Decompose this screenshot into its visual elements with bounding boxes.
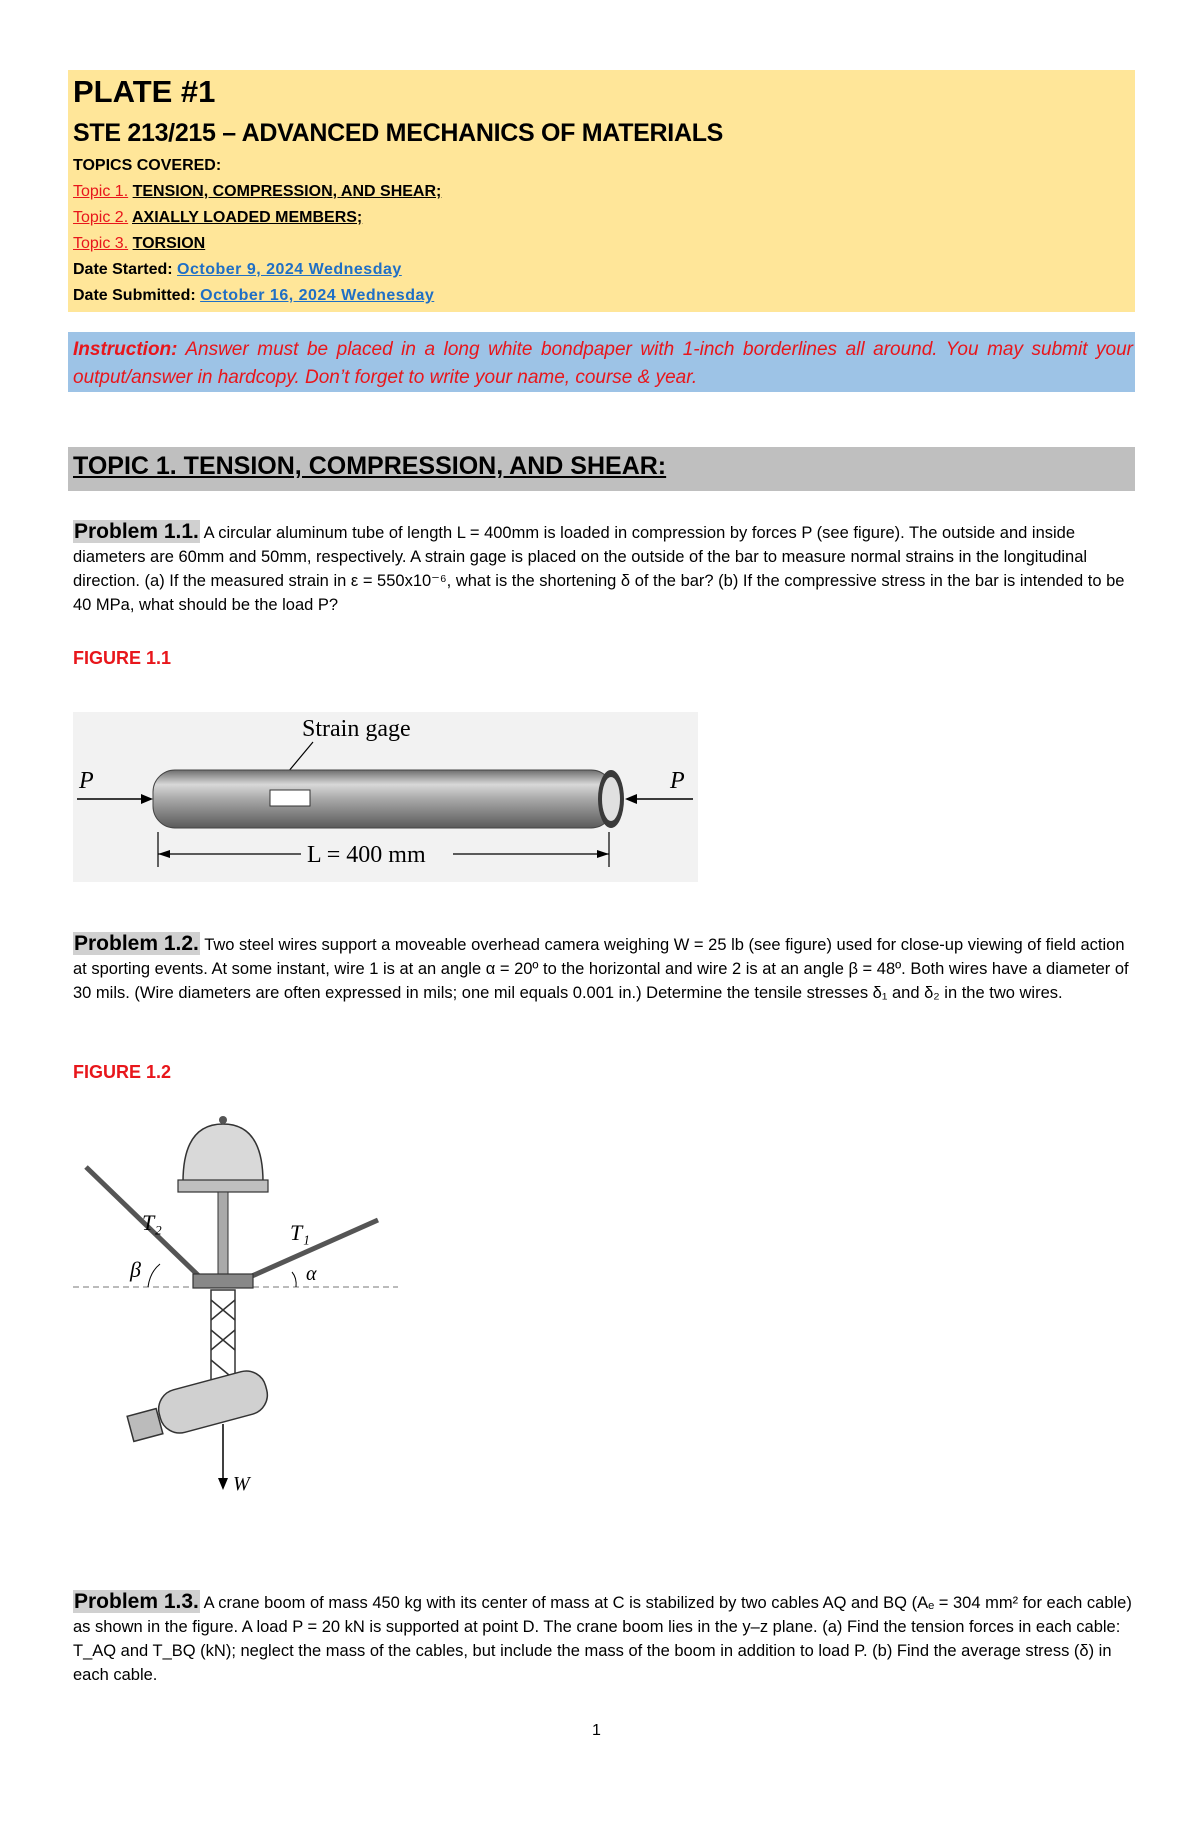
angle-beta-label: β xyxy=(130,1257,141,1282)
course-title: STE 213/215 – ADVANCED MECHANICS OF MATERIALS xyxy=(73,119,724,147)
dome-top xyxy=(219,1116,227,1124)
date-started xyxy=(73,261,402,279)
tension-t1-label: T₁ xyxy=(290,1220,310,1245)
topic-1-title: TOPIC 1. TENSION, COMPRESSION, AND SHEAR: xyxy=(73,452,667,480)
problem-text: A circular aluminum tube of length L = 400mm is loaded in compression by forces P (see figure). The outside and inside diameters are 60mm and 50mm, respectively. A strain gage is placed on the outside of the bar to measure normal strains in the longitudinal direction. (a) If the measured strain in ε = 550x10⁻⁶, what is the shortening δ of the bar? (b) If the compressive stress in the bar is intended to be 40 MPa, what should be the load P? xyxy=(73,524,1125,614)
camera-dome xyxy=(183,1124,263,1182)
plate-title: PLATE #1 xyxy=(73,74,216,109)
date-started-label: Date Started: xyxy=(73,261,173,278)
topic-number: Topic 3. xyxy=(73,235,129,252)
topic-number: Topic 1. xyxy=(73,183,129,200)
topic-number: Topic 2. xyxy=(73,209,129,226)
topic-item-3 xyxy=(73,235,205,253)
length-label: L = 400 mm xyxy=(307,842,426,868)
problem-text: Two steel wires support a moveable overhead camera weighing W = 25 lb (see figure) used for close-up viewing of field action at sporting events. At some instant, wire 1 is at an angle α = 20º to the horizontal and wire 2 is at an angle β = 48º. Both wires have a diameter of 30 mils. (Wire diameters are often expressed in mils; one mil equals 0.001 in.) Determine the tensile stresses δ₁ and δ₂ in the two wires. xyxy=(73,936,1129,1002)
topic-item-2 xyxy=(73,209,362,227)
problem-title: Problem 1.2. xyxy=(74,932,199,955)
dome-base xyxy=(178,1180,268,1192)
angle-alpha-label: α xyxy=(306,1263,317,1285)
figure-1-1-tube xyxy=(73,712,698,882)
figure-1-2-camera xyxy=(68,1112,408,1512)
problem-1-1 xyxy=(73,520,1135,617)
topics-covered-label: TOPICS COVERED: xyxy=(73,157,222,174)
topic-item-1 xyxy=(73,183,441,201)
problem-title: Problem 1.3. xyxy=(74,1590,199,1613)
load-p-right: P xyxy=(670,768,685,794)
camera-mast xyxy=(218,1192,228,1282)
date-started-link[interactable]: October 9, 2024 Wednesday xyxy=(177,261,402,278)
wire-clamp xyxy=(193,1274,253,1288)
tension-t2-label: T₂ xyxy=(142,1210,162,1235)
tube-bore xyxy=(602,777,620,821)
page-number: 1 xyxy=(592,1722,601,1739)
instruction-text xyxy=(73,336,1133,392)
date-submitted-label: Date Submitted: xyxy=(73,287,196,304)
instruction-label: Instruction: xyxy=(73,339,178,360)
aluminum-tube xyxy=(153,770,613,828)
figure-1-1-label: FIGURE 1.1 xyxy=(73,648,172,668)
date-submitted xyxy=(73,287,434,305)
load-p-left: P xyxy=(79,768,94,794)
instruction-body: Answer must be placed in a long white bondpaper with 1-inch borderlines all around. You may submit your output/answer in hardcopy. Don’t forget to write your name, course & year. xyxy=(73,339,1133,388)
date-submitted-link[interactable]: October 16, 2024 Wednesday xyxy=(200,287,435,304)
strain-gage-label: Strain gage xyxy=(302,716,411,742)
angle-beta-arc xyxy=(148,1264,160,1287)
weight-arrow-head xyxy=(218,1478,228,1490)
angle-alpha-arc xyxy=(292,1272,296,1287)
problem-1-2 xyxy=(73,932,1135,1005)
topic-text: AXIALLY LOADED MEMBERS; xyxy=(132,209,363,226)
topic-text: TENSION, COMPRESSION, AND SHEAR; xyxy=(132,183,442,200)
weight-label: W xyxy=(233,1473,250,1495)
figure-1-2-label: FIGURE 1.2 xyxy=(73,1062,172,1082)
camera-lens xyxy=(127,1409,163,1442)
problem-1-3 xyxy=(73,1590,1135,1687)
strain-gage xyxy=(270,790,310,806)
problem-text: A crane boom of mass 450 kg with its center of mass at C is stabilized by two cables AQ and BQ (Aₑ = 304 mm² for each cable) as shown in the figure. A load P = 20 kN is supported at point D. The crane boom lies in the y–z plane. (a) Find the tension forces in each cable: T_AQ and T_BQ (kN); neglect the mass of the cables, but include the mass of the boom in addition to load P. (b) Find the average stress (δ) in each cable. xyxy=(73,1594,1132,1684)
topic-text: TORSION xyxy=(132,235,206,252)
problem-title: Problem 1.1. xyxy=(74,520,199,543)
